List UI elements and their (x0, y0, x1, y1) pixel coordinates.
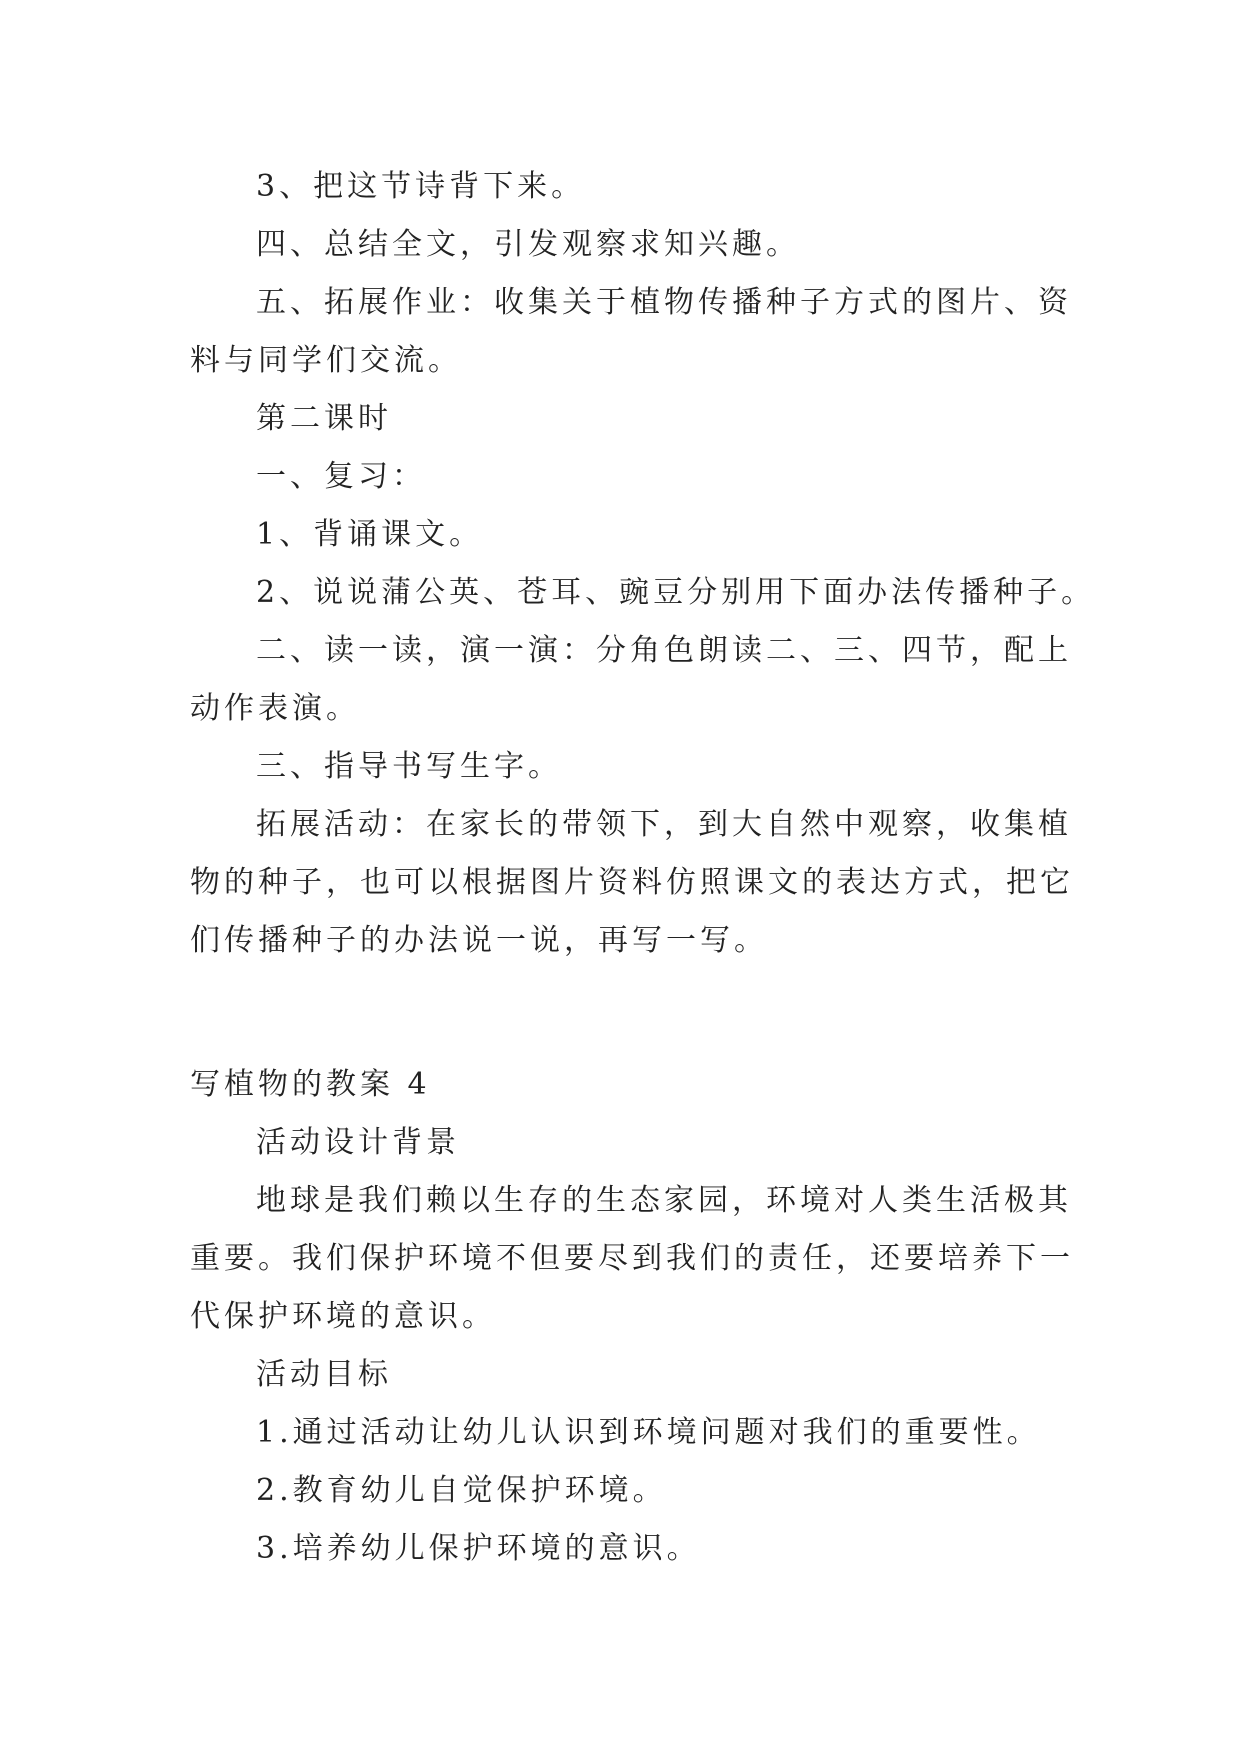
list-item: 2.教育幼儿自觉保护环境。 (256, 1473, 667, 1508)
subheading: 活动目标 (256, 1357, 392, 1392)
paragraph-line: 拓展活动：在家长的带领下，到大自然中观察，收集植 (256, 807, 1072, 842)
paragraph-line: 一、复习： (256, 459, 426, 494)
paragraph-line: 料与同学们交流。 (190, 343, 462, 378)
paragraph-line: 物的种子，也可以根据图片资料仿照课文的表达方式，把它 (190, 865, 1074, 900)
subheading: 活动设计背景 (256, 1125, 460, 1160)
paragraph-line: 重要。我们保护环境不但要尽到我们的责任，还要培养下一 (190, 1241, 1074, 1276)
paragraph-line: 二、读一读，演一演：分角色朗读二、三、四节，配上 (256, 633, 1072, 668)
paragraph-line: 三、指导书写生字。 (256, 749, 562, 784)
section-title: 写植物的教案 4 (190, 1067, 431, 1102)
paragraph-line: 代保护环境的意识。 (190, 1299, 496, 1334)
paragraph-line: 五、拓展作业：收集关于植物传播种子方式的图片、资 (256, 285, 1072, 320)
paragraph-line: 1、背诵课文。 (256, 517, 484, 552)
list-item: 3.培养幼儿保护环境的意识。 (256, 1531, 701, 1566)
paragraph-line: 们传播种子的办法说一说，再写一写。 (190, 923, 768, 958)
section-gap (190, 970, 1070, 1056)
paragraph-line: 四、总结全文，引发观察求知兴趣。 (256, 227, 800, 262)
list-item: 1.通过活动让幼儿认识到环境问题对我们的重要性。 (256, 1415, 1041, 1450)
paragraph-line: 动作表演。 (190, 691, 360, 726)
document-body (190, 158, 1096, 1578)
paragraph-line: 3、把这节诗背下来。 (256, 169, 586, 204)
paragraph-line: 2、说说蒲公英、苍耳、豌豆分别用下面办法传播种子。 (256, 575, 1096, 610)
lesson-heading: 第二课时 (256, 401, 392, 436)
paragraph-line: 地球是我们赖以生存的生态家园，环境对人类生活极其 (256, 1183, 1072, 1218)
